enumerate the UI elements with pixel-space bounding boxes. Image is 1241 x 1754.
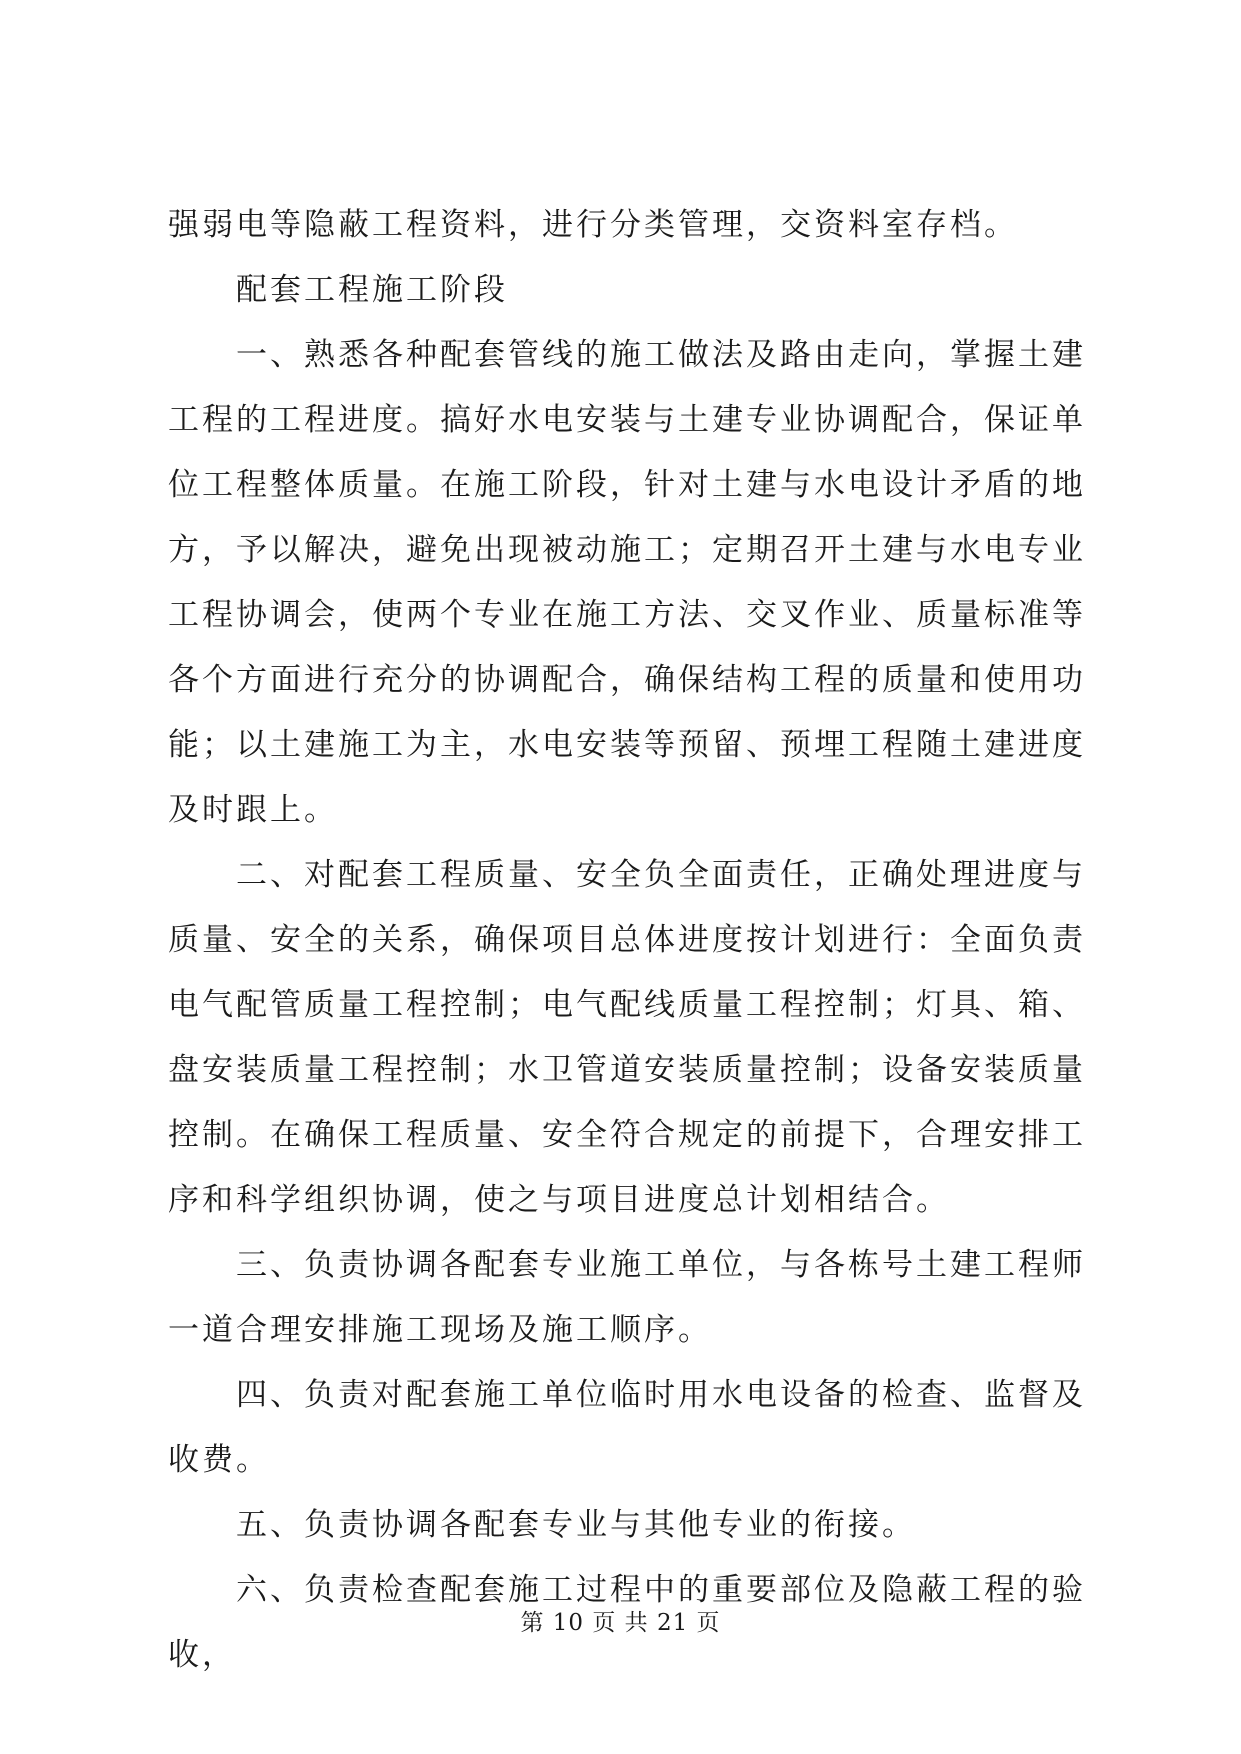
paragraph-continuation: 强弱电等隐蔽工程资料，进行分类管理，交资料室存档。 [168,207,1018,243]
paragraph-item-6: 六、负责检查配套施工过程中的重要部位及隐蔽工程的验收， [168,1572,1086,1673]
page-number-footer: 第 10 页 共 21 页 [520,1610,721,1636]
paragraph-item-2: 二、对配套工程质量、安全负全面责任，正确处理进度与质量、安全的关系，确保项目总体进度按计划进行：全面负责电气配管质量工程控制；电气配线质量工程控制；灯具、箱、盘安装质量工程控制；水卫管道安装质量控制；设备安装质量控制。在确保工程质量、安全符合规定的前提下，合理安排工序和科学组织协调，使之与项目进度总计划相结合。 [168,857,1086,1218]
paragraph-item-5: 五、负责协调各配套专业与其他专业的衔接。 [236,1507,916,1543]
paragraph-item-1: 一、熟悉各种配套管线的施工做法及路由走向，掌握土建工程的工程进度。搞好水电安装与土建专业协调配合，保证单位工程整体质量。在施工阶段，针对土建与水电设计矛盾的地方，予以解决，避免出现被动施工；定期召开土建与水电专业工程协调会，使两个专业在施工方法、交叉作业、质量标准等各个方面进行充分的协调配合，确保结构工程的质量和使用功能；以土建施工为主，水电安装等预留、预埋工程随土建进度及时跟上。 [168,337,1086,828]
paragraph-item-4: 四、负责对配套施工单位临时用水电设备的检查、监督及收费。 [168,1377,1086,1478]
paragraph-item-3: 三、负责协调各配套专业施工单位，与各栋号土建工程师一道合理安排施工现场及施工顺序。 [168,1247,1086,1348]
section-heading: 配套工程施工阶段 [236,272,508,308]
document-body [168,193,1086,1688]
